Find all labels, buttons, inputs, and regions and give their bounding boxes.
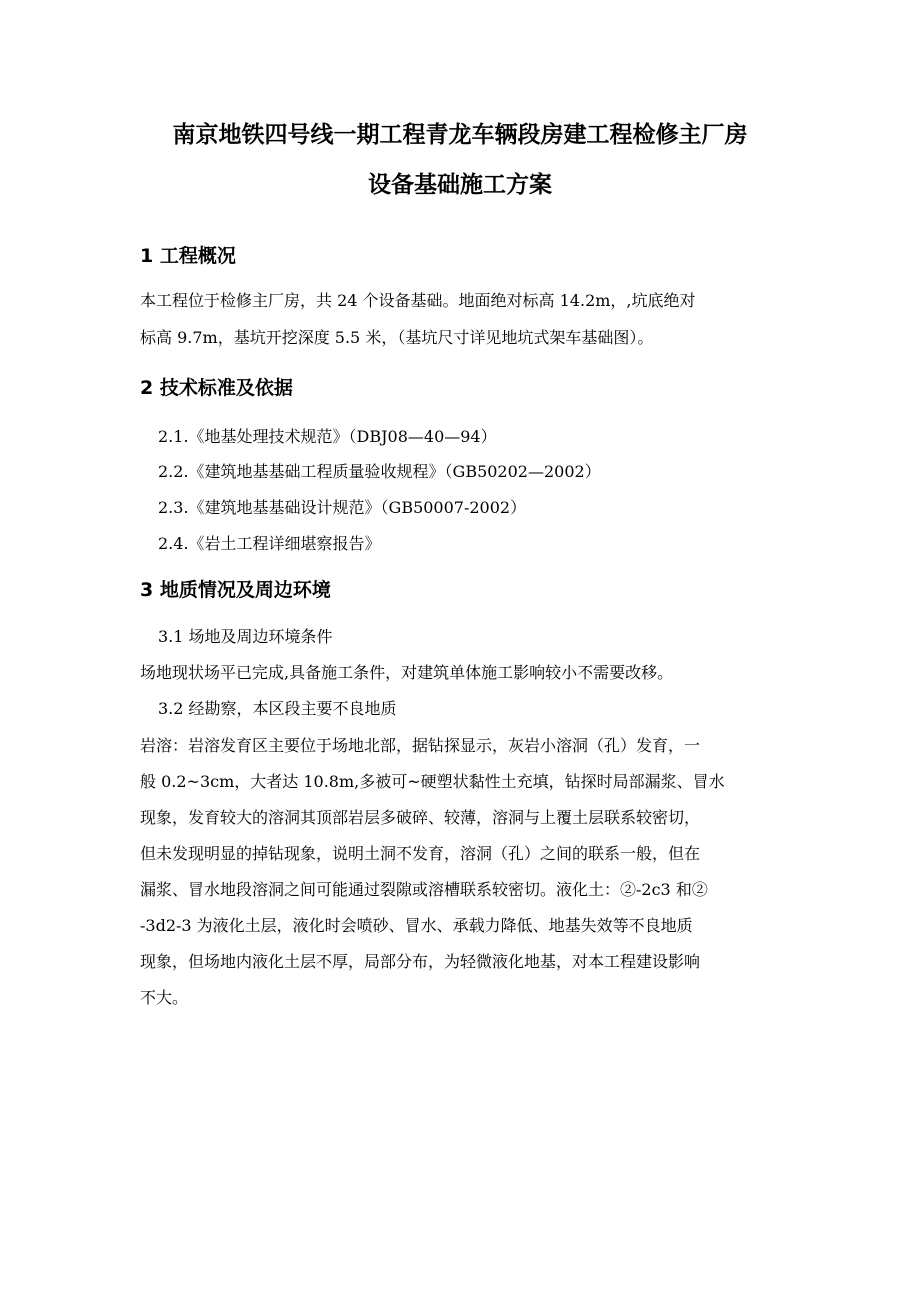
paragraph-line: 现象，发育较大的溶洞其顶部岩层多破碎、较薄，溶洞与上覆土层联系较密切， bbox=[140, 808, 701, 827]
reference-item: 2.1.《地基处理技术规范》（DBJ08—40—94） bbox=[158, 427, 497, 446]
paragraph-line: 般 0.2~3cm，大者达 10.8m,多被可~硬塑状黏性土充填，钻探时局部漏浆、冒水 bbox=[140, 772, 725, 791]
paragraph-line: 不大。 bbox=[140, 988, 189, 1007]
reference-item: 2.4.《岩土工程详细堪察报告》 bbox=[158, 534, 381, 553]
section-2-heading: 2 技术标准及依据 bbox=[140, 377, 293, 399]
document-title-line-2: 设备基础施工方案 bbox=[368, 172, 552, 198]
subsection-3-2-heading: 3.2 经勘察，本区段主要不良地质 bbox=[158, 699, 397, 718]
document-title-line-1: 南京地铁四号线一期工程青龙车辆段房建工程检修主厂房 bbox=[172, 122, 748, 148]
paragraph-line: -3d2-3 为液化土层，液化时会喷砂、冒水、承载力降低、地基失效等不良地质 bbox=[140, 916, 693, 935]
paragraph-line: 漏浆、冒水地段溶洞之间可能通过裂隙或溶槽联系较密切。液化土：②-2c3 和② bbox=[140, 880, 708, 899]
subsection-3-1-heading: 3.1 场地及周边环境条件 bbox=[158, 627, 333, 646]
reference-item: 2.3.《建筑地基基础设计规范》（GB50007-2002） bbox=[158, 498, 527, 517]
subsection-3-1-text: 场地现状场平已完成,具备施工条件，对建筑单体施工影响较小不需要改移。 bbox=[140, 663, 674, 682]
section-3-heading: 3 地质情况及周边环境 bbox=[140, 579, 331, 601]
paragraph-line: 岩溶：岩溶发育区主要位于场地北部，据钻探显示，灰岩小溶洞（孔）发育，一 bbox=[140, 736, 701, 755]
reference-item: 2.2.《建筑地基基础工程质量验收规程》（GB50202—2002） bbox=[158, 462, 601, 481]
paragraph-line: 现象，但场地内液化土层不厚，局部分布，为轻微液化地基，对本工程建设影响 bbox=[140, 952, 701, 971]
section-1-heading: 1 工程概况 bbox=[140, 245, 236, 267]
section-1-text-line: 本工程位于检修主厂房，共 24 个设备基础。地面绝对标高 14.2m，,坑底绝对 bbox=[140, 291, 696, 310]
paragraph-line: 但未发现明显的掉钻现象，说明土洞不发育，溶洞（孔）之间的联系一般，但在 bbox=[140, 844, 701, 863]
section-1-text-line: 标高 9.7m，基坑开挖深度 5.5 米，（基坑尺寸详见地坑式架车基础图）。 bbox=[140, 328, 654, 347]
